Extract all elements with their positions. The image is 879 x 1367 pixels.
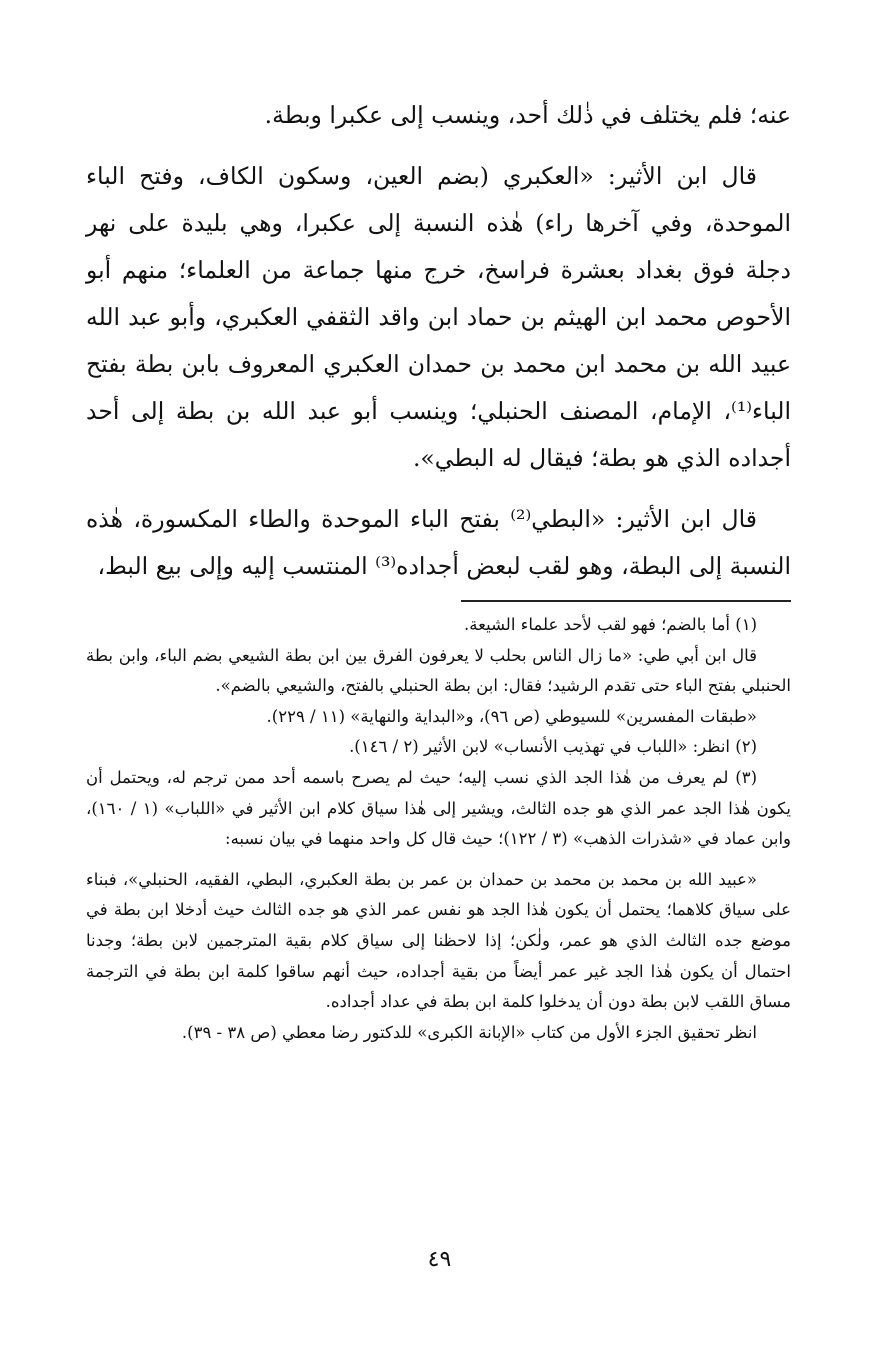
page-content [86,92,791,1048]
footnote-3-quote: «عبيد الله بن محمد بن محمد بن حمدان بن عمر بن بطة العكبري، البطي، الفقيه، الحنبلي»، فبناء على سياق كلاهما؛ يحتمل أن يكون هٰذا الجد هو نفس عمر الذي هو جده الثالث حيث أدخلا ابن بطة في موضع جده الثالث الذي هو عمر، ولٰكن؛ إذا لاحظنا إلى سياق كلام بقية المترجمين لابن بطة؛ وجدنا احتمال أن يكون هٰذا الجد غير عمر أيضاً من بقية أجداده، حيث أنهم ساقوا كلمة ابن بطة في الترجمة مساق اللقب لابن بطة دون أن يدخلوا كلمة ابن بطة في عداد أجداده. [86,869,791,1012]
page-number: ٤٩ [427,1247,452,1272]
main-text [86,92,791,590]
footnote-1-quote: قال ابن أبي طي: «ما زال الناس بحلب لا يعرفون الفرق بين ابن بطة الشيعي بضم الباء، وابن بطة الحنبلي بفتح الباء حتى تقدم الرشيد؛ فقال: ابن بطة الحنبلي بالفتح، والشيعي بالضم». [86,645,791,696]
footnote-1: (١) أما بالضم؛ فهو لقب لأحد علماء الشيعة. [464,615,757,634]
footnote-1-source: «طبقات المفسرين» للسيوطي (ص ٩٦)، و«البداية والنهاية» (١١ / ٢٢٩). [266,706,757,726]
footnote-3: (٣) لم يعرف من هٰذا الجد الذي نسب إليه؛ حيث لم يصرح باسمه أحد ممن ترجم له، ويحتمل أن يكون هٰذا الجد عمر الذي هو جده الثالث، ويشير إلى هٰذا سياق كلام ابن الأثير في «اللباب» (١ / ١٦٠)، وابن عماد في «شذرات الذهب» (٣ / ١٢٢)؛ حيث قال كل واحد منهما في بيان نسبه: [86,767,791,849]
main-paragraph-3: قال ابن الأثير: «البطي⁽²⁾ بفتح الباء الموحدة والطاء المكسورة، هٰذه النسبة إلى البطة، وهو لقب لبعض أجداده⁽³⁾ المنتسب إليه وإلى بيع البط، [86,505,791,580]
footnote-2: (٢) انظر: «اللباب في تهذيب الأنساب» لابن الأثير (٢ / ١٤٦). [349,737,757,757]
footnotes [86,610,791,1048]
footnote-separator [461,600,791,602]
main-paragraph-1: عنه؛ فلم يختلف في ذٰلك أحد، وينسب إلى عكبرا وبطة. [264,101,791,129]
main-paragraph-2: قال ابن الأثير: «العكبري (بضم العين، وسكون الكاف، وفتح الباء الموحدة، وفي آخرها راء) هٰذه النسبة إلى عكبرا، وهي بليدة على نهر دجلة فوق بغداد بعشرة فراسخ، خرج منها جماعة من العلماء؛ منهم أبو الأحوص محمد ابن الهيثم بن حماد ابن واقد الثقفي العكبري، وأبو عبد الله عبيد الله بن محمد ابن محمد بن حمدان العكبري المعروف بابن بطة بفتح الباء⁽¹⁾، الإمام، المصنف الحنبلي؛ وينسب أبو عبد الله بن بطة إلى أحد أجداده الذي هو بطة؛ فيقال له البطي». [86,162,791,472]
footnote-3-source: انظر تحقيق الجزء الأول من كتاب «الإبانة الكبرى» للدكتور رضا معطي (ص ٣٨ - ٣٩). [181,1022,757,1042]
